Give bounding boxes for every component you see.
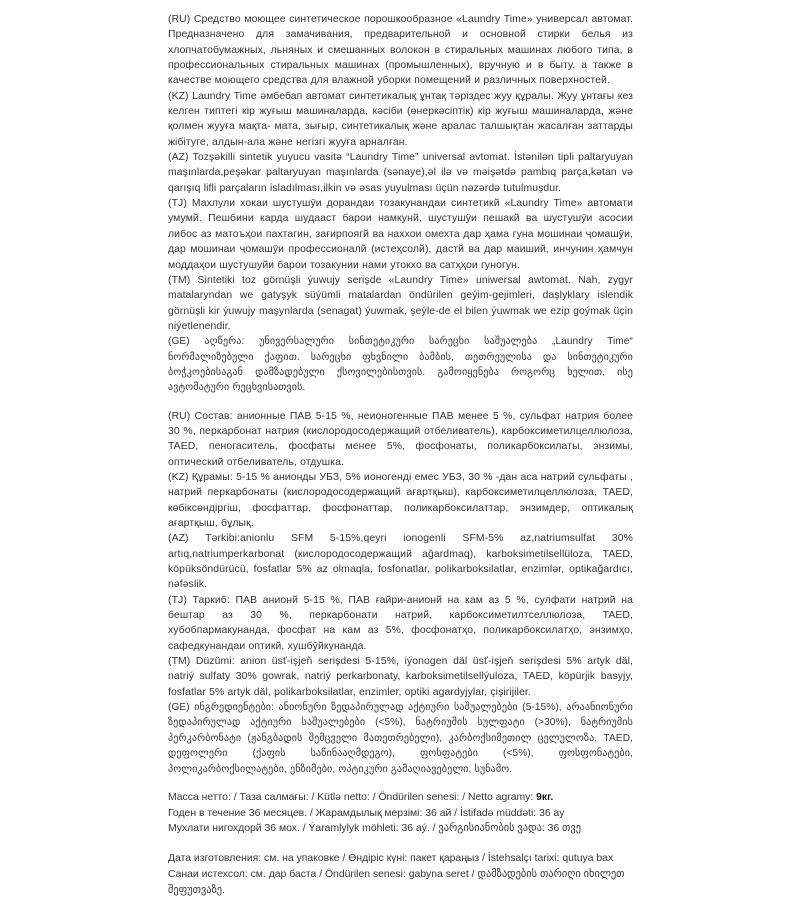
composition-paragraph-tj: (TJ) Таркиб: ПАВ анионй 5-15 %, ПАВ ғайри-анионй на кам аз 5 %, сулфати натрий на бештар аз 30 %, перкарбонати натрий, карбоксиметилтселлюлоза, TAED, хубобпармакунанда, фосфат на кам аз 5%, фосфонатҳо, поликарбоксилатҳо, энзимҳо, сафедкунандаи оптикй, хушбӯйкунанда. [168, 594, 633, 652]
net-weight-label: Масса нетто: / Таза салмағы: / Kütlə netto: / Öndürilen senesi: / Netto agramy: [168, 791, 534, 803]
net-weight-and-shelf-life-block [168, 790, 633, 837]
net-weight-line [168, 790, 633, 806]
manufacture-date-line-3: შეფუთვაზე. [168, 884, 225, 896]
composition-paragraph-tm: (TM) Düzümi: anion üsť-işjeň serişdesi 5-15%, iýonogen däl üsť-işjeň serişdesi 5% artyk däl, natriý sulfaty 30% gowrak, natriý perkarbonaty, karboksimetilsellýuloza, TAED, köpürjik basyjy, fosfatlar 5% artyk däl, polikarboksilatlar, enzimler, optiki agardyjylar, çişirijiler. [168, 656, 633, 698]
description-block [168, 12, 633, 396]
shelf-life-line-2: Мухлати нигохдорй 36 мох. / Ýaramlylyk möhleti: 36 aý. / ვარგისიანობის ვადა: 36 თვე [168, 823, 581, 835]
composition-block [168, 409, 633, 777]
manufacture-date-line-2: Санаи истехсол: см. дар баста / Öndürilen senesi: gabyna seret / დამზადების თარიღი იხილეთ [168, 869, 625, 881]
description-paragraph-kz: (KZ) Laundry Time әмбебап автомат синтетикалық ұнтақ тәріздес жуу құралы. Жуу ұнтағы кез келген типтегі кір жуғыш машиналарда, кәсіби (өнеркәсіптік) кір жуғыш машиналарда, және қолмен жууға мақта- мата, зығыр, синтетикалық және аралас талшықтан жасалған заттарды жібітуге, алдын-ала және негізгі жууға арналған. [168, 90, 633, 148]
description-paragraph-ru: (RU) Средство моющее синтетическое порошкообразное «Laundry Time» универсал автомат. Предназначено для замачивания, предварительной и основной стирки белья из хлопчатобумажных, льняных и смешанных волокон в стиральных машинах любого типа, в профессиональных стиральных машинах (промышленных), вручную и в быту, а также в качестве моющего средства для влажной уборки помещений и различных поверхностей. [168, 14, 633, 87]
description-paragraph-ge: (GE) აღწერა: უნივერსალური სინთეტიკური სარეცხი საშუალება „Laundry Time“ ნორმალიზებული ქაფით. სარეცხი ფხვნილი ბამბის, თეთრეულისა და სინთეტიკური ბოჭკოებისაგან დამზადებული ქსოვილებისთვის. გამოიყენება როგორც ხელით, ისე ავტომატური რეცხვისათვის. [168, 336, 633, 394]
manufacture-date-line-1: Дата изготовления: см. на упаковке / Өндіріс күні: пакет қараңыз / İstehsalçı tarixi: qutuya bax [168, 853, 614, 865]
description-paragraph-az: (AZ) Tozşəkilli sintetik yuyucu vasitə “Laundry Time” universal avtomat. İstənilən tipli paltaryuyan maşınlarda,peşəkar paltaryuyan maşınlarda (sənaye),əl ilə və məişətdə pambıq parça,kətan və qarışıq lifli parçaların isladılması,ilkin və əsas yuyulması üçün nəzərdə tutulmuşdur. [168, 152, 633, 194]
shelf-life-line-1: Годен в течение 36 месяцев. / Жарамдылық мерзімі: 36 ай / İstifadə müddəti: 36 ay [168, 807, 565, 819]
composition-paragraph-az: (AZ) Tərkibi:anionlu SFM 5-15%,qeyri ionogenli SFM-5% az,natriumsulfat 30% artıq,natriumperkarbonat (кислородосодержащий ağardmaq), karboksimetilsellüloza, TAED, köpüksöndürücü, fosfatlar 5% az olmaqla, fosfonatlar, polikarboksilatlar, enzimlər, optikağardıcı, nəfəslik. [168, 533, 633, 591]
composition-paragraph-kz: (KZ) Құрамы: 5-15 % анионды УБЗ, 5% ионогенді емес УБЗ, 30 % -дан аса натрий сульфаты , натрий перкарбонаты (кислородосодержащий ағартқыш), карбоксиметилцеллюлоза, TAED, көбіксөндіргіш, фосфаттар, фосфонаттар, поликарбоксилаттар, энзимдер, оптикалық ағартқыш, бұлық. [168, 471, 633, 529]
net-weight-value: 9кг. [536, 791, 554, 803]
composition-paragraph-ru: (RU) Состав: анионные ПАВ 5-15 %, неионогенные ПАВ менее 5 %, сульфат натрия более 30 %, перкарбонат натрия (кислородосодержащий отбеливатель), карбоксиметилцеллюлоза, TAED, пеногаситель, фосфаты менее 5%, фосфонаты, поликарбоксилаты, энзимы, оптический отбеливатель, отдушка. [168, 410, 633, 468]
description-paragraph-tj: (TJ) Махлули хокаи шустушӯи дорандаи тозакунандаи синтетикй «Laundry Time» автомати умумй. Пешбини карда шудааст барои намкунй, шустушӯи пешакй ва шустушӯи асосии либос аз матоъҳои пахтагин, зағирпоягй ва наххои омехта дар ҳама гуна мошинаи ҷомашӯи, дар мошинаи ҷомашӯи профессионалй (истеҳсолй), дастй ва дар маиший, инчунин ҳамчун моддаҳои шустушуйи барои тозакунии нами утокхо ва сатҳҳои гуногун. [168, 198, 633, 271]
composition-paragraph-ge: (GE) ინგრედიენტები: ანიონური ზედაპირულად აქტიური საშუალებები (5-15%), არაანიონური ზედაპირულად აქტიური საშუალებები (<5%), ნატრიუმის სულფატი (>30%), ნატრიუმის პერკარბონატი (ჟანგბადის შემცველი მათეთრებელი), კარბოქსიმეთილ ცელულოზა, TAED, დეფოლერი (ქაფის საწინააღმდეგო), ფოსფატები (<5%), ფოსფონატები, პოლიკარბოქსილატები, ენზიმები, ოპტიკური გამაღიავებელი, სუნამო. [168, 702, 633, 775]
manufacture-date-block [168, 851, 633, 898]
description-paragraph-tm: (TM) Sintetiki toz görnüşli ýuwujy serişde «Laundry Time» uniwersal awtomat. Nah, zygyr matalaryndan we gatyşyk süýümli matalardan öndürilen geýim-gejimleri, daşlyklary islendik görnüşli kir ýuwujy maşynlarda (senagat) ýuwmak, şeýle-de el bilen ýuwmak we ezip goýmak üçin niýetlenendir. [168, 274, 633, 332]
